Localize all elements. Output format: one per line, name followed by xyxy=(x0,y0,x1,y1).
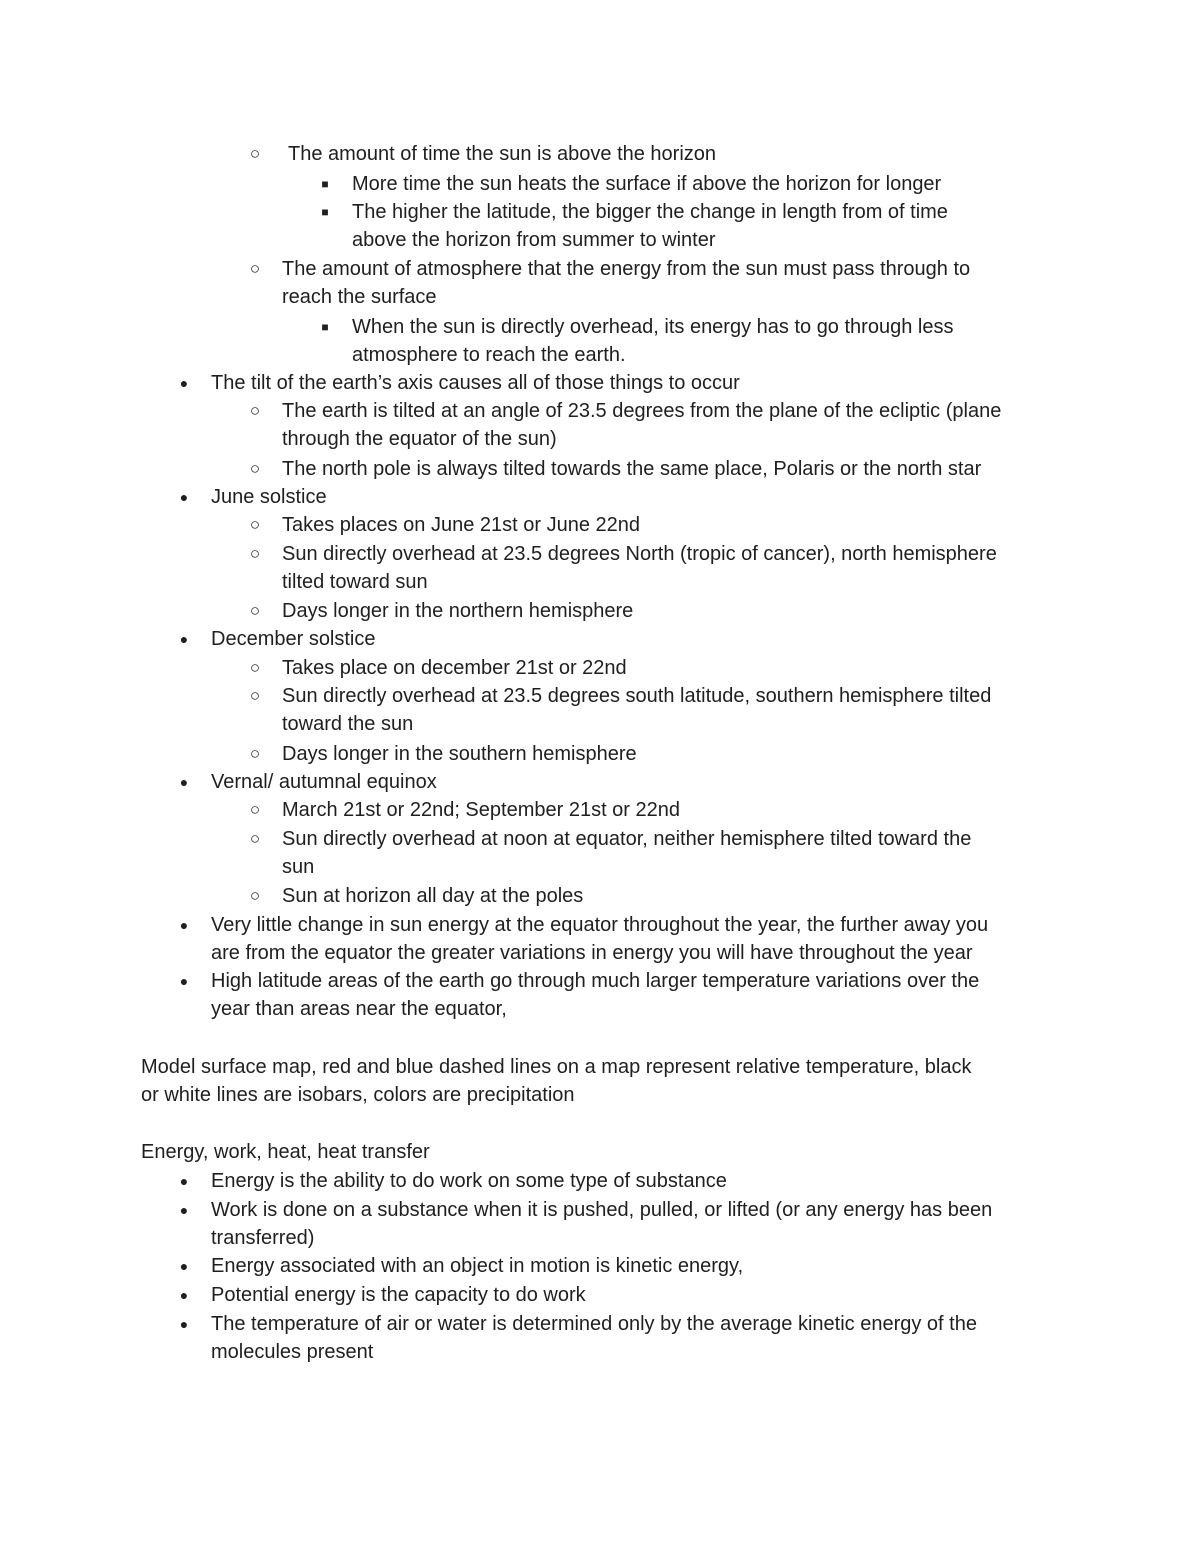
square-bullet-icon: ■ xyxy=(321,205,329,219)
text-line: The amount of time the sun is above the horizon xyxy=(288,143,717,165)
text-line: Potential energy is the capacity to do work xyxy=(211,1284,586,1306)
text-line: sun xyxy=(282,856,315,878)
section-heading: Energy, work, heat, heat transfer xyxy=(141,1141,430,1163)
text-line: Energy is the ability to do work on some type of substance xyxy=(211,1170,727,1192)
text-line: molecules present xyxy=(211,1341,374,1363)
text-line: or white lines are isobars, colors are precipitation xyxy=(141,1084,575,1106)
text-line: tilted toward sun xyxy=(282,571,428,593)
text-line: through the equator of the sun) xyxy=(282,428,557,450)
text-line: are from the equator the greater variations in energy you will have throughout the year xyxy=(211,942,973,964)
text-line: transferred) xyxy=(211,1227,315,1249)
text-line: Sun at horizon all day at the poles xyxy=(282,885,584,907)
hollow-circle-bullet-icon: ○ xyxy=(249,259,261,278)
text-line: Sun directly overhead at 23.5 degrees North (tropic of cancer), north hemisphere xyxy=(282,543,997,565)
text-line: Vernal/ autumnal equinox xyxy=(211,771,437,793)
text-line: The tilt of the earth’s axis causes all of those things to occur xyxy=(211,372,740,394)
text-line: The temperature of air or water is determined only by the average kinetic energy of the xyxy=(211,1313,977,1335)
filled-circle-bullet-icon: ● xyxy=(179,917,189,933)
hollow-circle-bullet-icon: ○ xyxy=(249,886,261,905)
square-bullet-icon: ■ xyxy=(321,320,329,334)
hollow-circle-bullet-icon: ○ xyxy=(249,515,261,534)
filled-circle-bullet-icon: ● xyxy=(179,1258,189,1274)
text-line: Work is done on a substance when it is pushed, pulled, or lifted (or any energy has been xyxy=(211,1199,993,1221)
filled-circle-bullet-icon: ● xyxy=(179,489,189,505)
hollow-circle-bullet-icon: ○ xyxy=(249,829,261,848)
filled-circle-bullet-icon: ● xyxy=(179,375,189,391)
filled-circle-bullet-icon: ● xyxy=(179,774,189,790)
text-line: When the sun is directly overhead, its energy has to go through less xyxy=(352,316,954,338)
filled-circle-bullet-icon: ● xyxy=(179,1287,189,1303)
filled-circle-bullet-icon: ● xyxy=(179,1316,189,1332)
text-line: High latitude areas of the earth go through much larger temperature variations over the xyxy=(211,970,980,992)
text-line: Takes place on december 21st or 22nd xyxy=(282,657,627,679)
text-line: December solstice xyxy=(211,628,376,650)
text-line: March 21st or 22nd; September 21st or 22nd xyxy=(282,799,681,821)
text-line: Model surface map, red and blue dashed lines on a map represent relative temperature, black xyxy=(141,1056,972,1078)
text-line: Energy associated with an object in motion is kinetic energy, xyxy=(211,1255,744,1277)
filled-circle-bullet-icon: ● xyxy=(179,973,189,989)
text-line: Sun directly overhead at 23.5 degrees south latitude, southern hemisphere tilted xyxy=(282,685,992,707)
text-line: year than areas near the equator, xyxy=(211,998,507,1020)
hollow-circle-bullet-icon: ○ xyxy=(249,401,261,420)
square-bullet-icon: ■ xyxy=(321,177,329,191)
text-line: Days longer in the northern hemisphere xyxy=(282,600,634,622)
hollow-circle-bullet-icon: ○ xyxy=(249,744,261,763)
hollow-circle-bullet-icon: ○ xyxy=(249,800,261,819)
text-line: atmosphere to reach the earth. xyxy=(352,344,626,366)
hollow-circle-bullet-icon: ○ xyxy=(249,544,261,563)
hollow-circle-bullet-icon: ○ xyxy=(249,686,261,705)
hollow-circle-bullet-icon: ○ xyxy=(249,601,261,620)
text-line: Takes places on June 21st or June 22nd xyxy=(282,514,641,536)
hollow-circle-bullet-icon: ○ xyxy=(249,459,261,478)
filled-circle-bullet-icon: ● xyxy=(179,1202,189,1218)
filled-circle-bullet-icon: ● xyxy=(179,631,189,647)
text-line: The north pole is always tilted towards the same place, Polaris or the north star xyxy=(282,458,982,480)
filled-circle-bullet-icon: ● xyxy=(179,1173,189,1189)
text-line: Days longer in the southern hemisphere xyxy=(282,743,637,765)
text-line: toward the sun xyxy=(282,713,414,735)
text-line: More time the sun heats the surface if above the horizon for longer xyxy=(352,173,942,195)
text-line: Very little change in sun energy at the equator throughout the year, the further away you xyxy=(211,914,989,936)
hollow-circle-bullet-icon: ○ xyxy=(249,144,261,163)
text-line: The earth is tilted at an angle of 23.5 degrees from the plane of the ecliptic (plane xyxy=(282,400,1002,422)
text-line: June solstice xyxy=(211,486,327,508)
text-line: The amount of atmosphere that the energy from the sun must pass through to xyxy=(282,258,971,280)
text-line: Sun directly overhead at noon at equator, neither hemisphere tilted toward the xyxy=(282,828,972,850)
text-line: The higher the latitude, the bigger the change in length from of time xyxy=(352,201,948,223)
text-line: reach the surface xyxy=(282,286,437,308)
text-line: above the horizon from summer to winter xyxy=(352,229,716,251)
hollow-circle-bullet-icon: ○ xyxy=(249,658,261,677)
